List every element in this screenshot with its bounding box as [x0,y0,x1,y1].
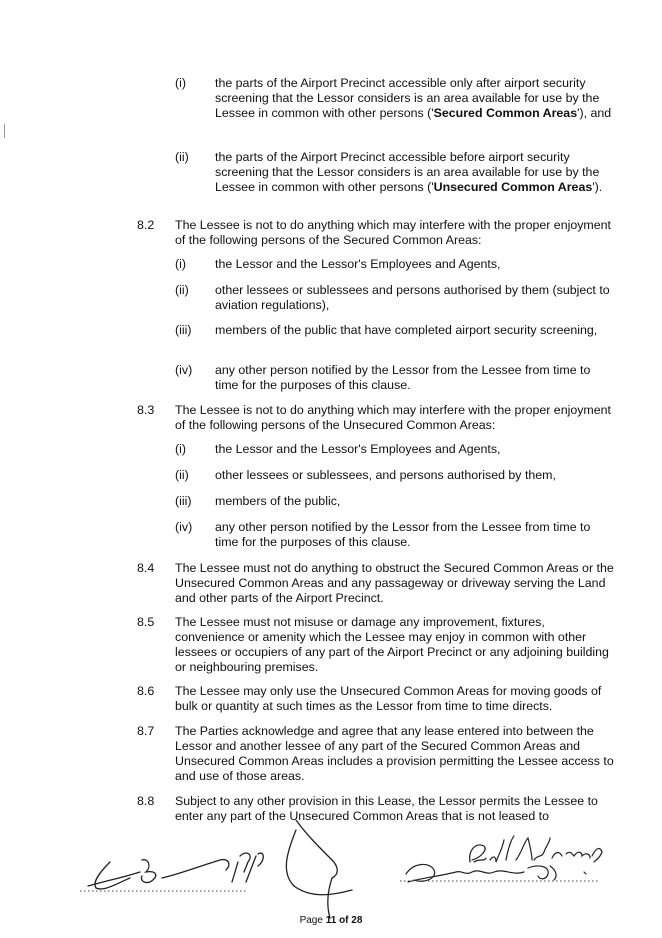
text-run: members of the public that have completed airport security screening, [215,323,598,337]
text-run: members of the public, [215,494,341,508]
sub-clause-numeral: (iii) [175,494,192,508]
text-run: the parts of the Airport Precinct accessible before airport security screening that the Lessor considers is an area available for use by the Lessee in common with other persons (' [215,150,600,194]
sub-clause-numeral: (i) [175,442,187,456]
text-run: The Lessee is not to do anything which may interfere with the proper enjoyment of the following persons of the Unsecured Common Areas: [175,403,611,432]
clause-text [215,468,615,483]
text-run: The Lessee is not to do anything which may interfere with the proper enjoyment of the following persons of the Secured Common Areas: [175,218,611,247]
clause-text [215,442,615,457]
clause-text [215,494,615,509]
clause-text [175,615,615,675]
text-run: '). [592,180,603,194]
clause-number: 8.8 [137,794,155,808]
text-run: the parts of the Airport Precinct accessible only after airport security screening that the Lessor considers is an area available for use by the Lessee in common with other persons (' [215,76,600,120]
text-run: The Parties acknowledge and agree that any lease entered into between the Lessor and another lessee of any part of the Secured Common Areas and Unsecured Common Areas includes a provision permitting the Lessee access to and use of those areas. [175,724,614,783]
clause-text [215,520,615,550]
text-run: other lessees or sublessees, and persons authorised by them, [215,468,556,482]
footer-total-pages: 28 [351,915,363,926]
sub-clause-numeral: (ii) [175,468,189,482]
clause-text [175,724,615,784]
clause-number: 8.4 [137,561,155,575]
clause-text [215,283,615,313]
defined-term: Unsecured Common Areas [433,180,593,194]
footer-of: of [336,915,352,926]
sub-clause-numeral: (ii) [175,283,189,297]
clause-text [215,363,615,393]
clause-number: 8.2 [137,218,155,232]
clause-number: 8.3 [137,403,155,417]
clause-text [215,323,615,338]
sub-clause-numeral: (iv) [175,520,193,534]
margin-change-bar [4,124,5,138]
text-run: The Lessee may only use the Unsecured Common Areas for moving goods of bulk or quantity at such times as the Lessor from time to time directs. [175,684,602,713]
clause-text [215,76,615,121]
clause-text [215,150,615,195]
sub-clause-numeral: (ii) [175,150,189,164]
text-run: '), and [577,106,612,120]
text-run: the Lessor and the Lessor's Employees and Agents, [215,442,501,456]
footer-current-page: 11 [325,915,337,926]
text-run: any other person notified by the Lessor from the Lessee from time to time for the purposes of this clause. [215,363,591,392]
sub-clause-numeral: (iv) [175,363,193,377]
text-run: other lessees or sublessees and persons authorised by them (subject to aviation regulations), [215,283,610,312]
text-run: any other person notified by the Lessor from the Lessee from time to time for the purposes of this clause. [215,520,591,549]
text-run: The Lessee must not misuse or damage any improvement, fixtures, convenience or amenity which the Lessee may enjoy in common with other lessees or occupiers of any part of the Airport Precinct or any adjoining building or neighbouring premises. [175,615,609,674]
signature-right [400,832,630,902]
clause-number: 8.5 [137,615,155,629]
signature-left [70,820,360,920]
clause-number: 8.7 [137,724,155,738]
page-footer [0,913,662,928]
clause-text [175,218,615,248]
clause-text [175,684,615,714]
footer-prefix: Page [299,915,326,926]
clause-text [175,561,615,606]
sub-clause-numeral: (iii) [175,323,192,337]
clause-text [215,257,615,272]
text-run: the Lessor and the Lessor's Employees and Agents, [215,257,501,271]
sub-clause-numeral: (i) [175,76,187,90]
text-run: The Lessee must not do anything to obstruct the Secured Common Areas or the Unsecured Common Areas and any passageway or driveway serving the Land and other parts of the Airport Precinct. [175,561,614,605]
text-run: Subject to any other provision in this Lease, the Lessor permits the Lessee to enter any part of the Unsecured Common Areas that is not leased to [175,794,598,823]
sub-clause-numeral: (i) [175,257,187,271]
defined-term: Secured Common Areas [433,106,578,120]
clause-number: 8.6 [137,684,155,698]
clause-text [175,403,615,433]
